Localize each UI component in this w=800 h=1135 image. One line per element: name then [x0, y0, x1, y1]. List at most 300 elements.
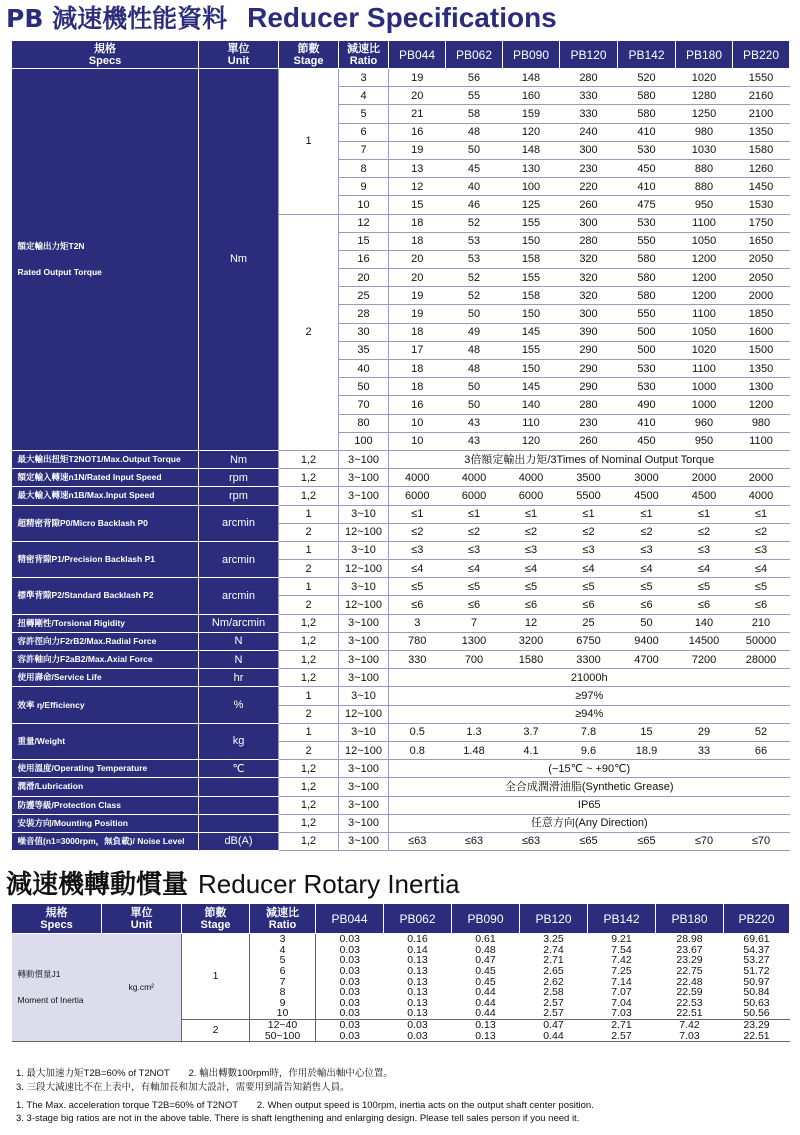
life-unit: hr: [199, 669, 279, 687]
value-cell: 1280: [676, 87, 733, 105]
backlash_micro-value: ≤1: [389, 505, 446, 523]
mounting-label: 安裝方向/Mounting Position: [12, 814, 199, 832]
radial-value: 14500: [676, 632, 733, 650]
rated_speed-value: 4000: [503, 469, 560, 487]
backlash_micro-value: ≤1: [676, 505, 733, 523]
weight-stage: 2: [279, 741, 339, 759]
weight-value: 52: [733, 723, 790, 741]
value-cell: 0.03: [316, 1008, 384, 1019]
value-cell: 53: [446, 250, 503, 268]
value-cell: 51.72: [743, 965, 770, 977]
ratio-cell: 80: [339, 414, 389, 432]
rigidity-stage: 1,2: [279, 614, 339, 632]
weight-value: 15: [618, 723, 676, 741]
ratio-cell: 7: [250, 976, 316, 987]
backlash_micro-value: ≤1: [446, 505, 503, 523]
spec-header-model: PB220: [733, 41, 790, 69]
ratio-cell: 40: [339, 360, 389, 378]
value-cell: 280: [560, 69, 618, 87]
value-cell: 2.57: [543, 997, 564, 1009]
value-cell: 950: [676, 432, 733, 450]
noise-unit: dB(A): [199, 832, 279, 850]
weight-label: 重量/Weight: [12, 723, 199, 759]
inertia-header-row: [12, 904, 790, 934]
radial-value: 3200: [503, 632, 560, 650]
value-cell: 145: [503, 378, 560, 396]
backlash_standard-stage: 1: [279, 578, 339, 596]
radial-value: 1300: [446, 632, 503, 650]
backlash_micro-value: ≤1: [618, 505, 676, 523]
max_speed-ratio: 3~100: [339, 487, 389, 505]
radial-ratio: 3~100: [339, 632, 389, 650]
inertia-header-model: PB142: [588, 904, 656, 934]
value-cell: 1650: [733, 232, 790, 250]
backlash_standard-value: ≤6: [733, 596, 790, 614]
inertia-label-zh: 轉動慣量J1: [17, 968, 61, 979]
noise-value: ≤65: [560, 832, 618, 850]
protection-value: IP65: [389, 796, 790, 814]
inertia-title-en: Reducer Rotary Inertia: [198, 869, 460, 899]
value-cell: 2.71: [611, 1019, 632, 1031]
protection-row: [12, 796, 790, 814]
value-cell: 0.13: [407, 976, 428, 987]
value-cell: 2.57: [588, 1030, 656, 1041]
value-cell: 0.13: [407, 965, 428, 977]
spec-header-row: [12, 41, 790, 69]
value-cell: 0.47: [543, 1019, 564, 1031]
spec-table: [11, 40, 790, 851]
rigidity-label: 扭轉剛性/Torsional Rigidity: [12, 614, 199, 632]
value-cell: 158: [503, 250, 560, 268]
inertia-stage-1: 1: [182, 934, 250, 1020]
torque-row: [12, 69, 790, 87]
value-cell: 46: [446, 196, 503, 214]
axial-value: 3300: [560, 651, 618, 669]
torque-label-gap: [18, 253, 199, 266]
value-cell: 22.75: [676, 965, 703, 977]
value-cell: 1000: [676, 378, 733, 396]
value-cell: 980: [733, 414, 790, 432]
weight-value: 1.3: [446, 723, 503, 741]
rigidity-value: 3: [389, 614, 446, 632]
backlash_precision-value: ≤3: [676, 541, 733, 559]
ratio-cell: 9: [339, 178, 389, 196]
value-cell: 530: [618, 360, 676, 378]
weight-value: 3.7: [503, 723, 560, 741]
backlash_precision-value: ≤4: [560, 560, 618, 578]
value-cell: 50.97: [743, 976, 770, 987]
lubrication-stage: 1,2: [279, 778, 339, 796]
backlash_standard-value: ≤5: [503, 578, 560, 596]
value-cell: 48: [446, 123, 503, 141]
header-stage-zh: 節數: [204, 906, 227, 919]
value-cell: 19: [389, 287, 446, 305]
value-cell: 52: [446, 269, 503, 287]
inertia-header-model: PB120: [520, 904, 588, 934]
weight-value: 0.8: [389, 741, 446, 759]
axial-value: 7200: [676, 651, 733, 669]
backlash_standard-stage: 2: [279, 596, 339, 614]
noise-value: ≤63: [446, 832, 503, 850]
max_speed-value: 6000: [446, 487, 503, 505]
spec-header-model: PB120: [560, 41, 618, 69]
rigidity-value: 140: [676, 614, 733, 632]
backlash_micro-stage: 2: [279, 523, 339, 541]
backlash_standard-unit: arcmin: [199, 578, 279, 614]
value-cell: 2050: [733, 269, 790, 287]
weight-value: 9.6: [560, 741, 618, 759]
value-cell: 52: [446, 214, 503, 232]
value-cell: 22.59: [676, 986, 703, 998]
value-cell: 530: [618, 214, 676, 232]
lubrication-row: [12, 778, 790, 796]
value-cell: 1450: [733, 178, 790, 196]
backlash_standard-value: ≤6: [446, 596, 503, 614]
value-cell: 0.44: [520, 1030, 588, 1041]
value-cell: 0.16: [407, 933, 428, 945]
inertia-stage-2: 2: [182, 1019, 250, 1041]
noise-stage: 1,2: [279, 832, 339, 850]
value-cell: 0.03: [407, 1019, 428, 1031]
value-cell: 22.53: [676, 997, 703, 1009]
value-cell: 0.44: [452, 1008, 520, 1019]
backlash_standard-value: ≤5: [733, 578, 790, 596]
value-cell: 53.27: [743, 955, 770, 966]
value-cell: 410: [618, 414, 676, 432]
value-cell: 17: [389, 341, 446, 359]
lubrication-ratio: 3~100: [339, 778, 389, 796]
spec-header-model: PB090: [503, 41, 560, 69]
value-cell: 1550: [733, 69, 790, 87]
backlash_micro-value: ≤1: [503, 505, 560, 523]
value-cell: 1100: [676, 305, 733, 323]
ratio-cell: 15: [339, 232, 389, 250]
value-cell: 0.44: [475, 986, 496, 998]
value-cell: 1020: [676, 341, 733, 359]
torque-label-en: Rated Output Torque: [17, 266, 102, 277]
noise-ratio: 3~100: [339, 832, 389, 850]
life-label: 使用壽命/Service Life: [12, 669, 199, 687]
value-cell: 125: [503, 196, 560, 214]
value-cell: 330: [560, 105, 618, 123]
backlash_standard-label: 標準背隙P2/Standard Backlash P2: [12, 578, 199, 614]
backlash_precision-value: ≤3: [560, 541, 618, 559]
radial-row: [12, 632, 790, 650]
value-cell: 960: [676, 414, 733, 432]
value-cell: 18: [389, 323, 446, 341]
mounting-value: 任意方向(Any Direction): [389, 814, 790, 832]
axial-label: 容許軸向力F2aB2/Max.Axial Force: [12, 651, 199, 669]
value-cell: 0.47: [475, 955, 496, 966]
value-cell: 1580: [733, 141, 790, 159]
backlash_standard-ratio: 12~100: [339, 596, 389, 614]
note-zh-2: 3. 三段大減速比不在上表中，有軸加長和加大設計，需要用到請告知銷售人員。: [16, 1082, 350, 1093]
backlash_standard-value: ≤6: [389, 596, 446, 614]
max_speed-value: 4500: [618, 487, 676, 505]
inertia-header-specs: [12, 904, 102, 934]
protection-label: 防護等級/Protection Class: [12, 796, 199, 814]
value-cell: 50.56: [724, 1008, 790, 1019]
mounting-stage: 1,2: [279, 814, 339, 832]
value-cell: 0.13: [475, 1019, 496, 1031]
efficiency-stage: 1: [279, 687, 339, 705]
spec-header-model: PB180: [676, 41, 733, 69]
value-cell: 2.74: [543, 944, 564, 956]
value-cell: 290: [560, 378, 618, 396]
lubrication-unit: [199, 778, 279, 796]
value-cell: 50: [446, 305, 503, 323]
value-cell: 150: [503, 360, 560, 378]
backlash_precision-unit: arcmin: [199, 541, 279, 577]
mounting-unit: [199, 814, 279, 832]
spec-header-model: PB142: [618, 41, 676, 69]
value-cell: 0.13: [407, 997, 428, 1009]
value-cell: 580: [618, 87, 676, 105]
inertia-title: [6, 866, 460, 902]
header-ratio-en: Ratio: [268, 918, 297, 931]
value-cell: 50: [446, 141, 503, 159]
value-cell: 1000: [676, 396, 733, 414]
value-cell: 50: [446, 396, 503, 414]
rigidity-value: 7: [446, 614, 503, 632]
value-cell: 0.03: [316, 1030, 384, 1041]
value-cell: 1530: [733, 196, 790, 214]
axial-value: 4700: [618, 651, 676, 669]
rated_speed-value: 4000: [446, 469, 503, 487]
value-cell: 148: [503, 141, 560, 159]
value-cell: 1020: [676, 69, 733, 87]
life-ratio: 3~100: [339, 669, 389, 687]
value-cell: 280: [560, 232, 618, 250]
backlash_precision-ratio: 12~100: [339, 560, 389, 578]
value-cell: 43: [446, 432, 503, 450]
temperature-stage: 1,2: [279, 760, 339, 778]
ratio-cell: 4: [339, 87, 389, 105]
value-cell: 520: [618, 69, 676, 87]
value-cell: 2.62: [543, 976, 564, 987]
weight-ratio: 3~10: [339, 723, 389, 741]
value-cell: 2100: [733, 105, 790, 123]
header-ratio-zh: 減速比: [347, 42, 380, 55]
value-cell: 100: [503, 178, 560, 196]
backlash_precision-value: ≤4: [733, 560, 790, 578]
value-cell: 160: [503, 87, 560, 105]
backlash_precision-value: ≤4: [446, 560, 503, 578]
inertia-header-model: PB220: [724, 904, 790, 934]
backlash_standard-value: ≤5: [618, 578, 676, 596]
temperature-label: 使用溫度/Operating Temperature: [12, 760, 199, 778]
value-cell: 19: [389, 69, 446, 87]
backlash_standard-value: ≤5: [676, 578, 733, 596]
value-cell: 1260: [733, 159, 790, 177]
header-unit-zh: 單位: [130, 906, 153, 919]
value-cell: 2.58: [543, 986, 564, 998]
rated_speed-value: 2000: [733, 469, 790, 487]
value-cell: 21: [389, 105, 446, 123]
backlash_precision-value: ≤3: [618, 541, 676, 559]
value-cell: 40: [446, 178, 503, 196]
value-cell: 500: [618, 323, 676, 341]
max_torque-value: 3倍額定輸出力矩/3Times of Nominal Output Torque: [389, 450, 790, 468]
value-cell: 1200: [676, 269, 733, 287]
value-cell: 7.03: [588, 1008, 656, 1019]
ratio-cell: 20: [339, 269, 389, 287]
spec-title-zh: PB 減速機性能資料: [6, 4, 228, 33]
value-cell: 290: [560, 360, 618, 378]
radial-value: 6750: [560, 632, 618, 650]
mounting-ratio: 3~100: [339, 814, 389, 832]
value-cell: 50: [446, 378, 503, 396]
value-cell: 530: [618, 378, 676, 396]
value-cell: 1050: [676, 323, 733, 341]
value-cell: 22.51: [656, 1008, 724, 1019]
backlash_precision-value: ≤4: [503, 560, 560, 578]
protection-ratio: 3~100: [339, 796, 389, 814]
value-cell: 20: [389, 250, 446, 268]
backlash_standard-value: ≤5: [389, 578, 446, 596]
value-cell: 120: [503, 123, 560, 141]
ratio-cell: 3: [250, 934, 316, 945]
backlash_standard-value: ≤5: [560, 578, 618, 596]
value-cell: 158: [503, 287, 560, 305]
noise-value: ≤63: [503, 832, 560, 850]
torque-unit: Nm: [199, 69, 279, 451]
ratio-cell: 12: [339, 214, 389, 232]
rated_speed-stage: 1,2: [279, 469, 339, 487]
efficiency-row: [12, 687, 790, 705]
max_speed-value: 5500: [560, 487, 618, 505]
backlash_precision-value: ≤3: [503, 541, 560, 559]
backlash_micro-value: ≤1: [560, 505, 618, 523]
backlash_micro-value: ≤2: [560, 523, 618, 541]
value-cell: 23.67: [676, 944, 703, 956]
header-ratio-zh: 減速比: [266, 906, 299, 919]
noise-row: [12, 832, 790, 850]
value-cell: 300: [560, 214, 618, 232]
axial-ratio: 3~100: [339, 651, 389, 669]
value-cell: 0.45: [475, 976, 496, 987]
lubrication-label: 潤滑/Lubrication: [12, 778, 199, 796]
backlash_micro-value: ≤2: [389, 523, 446, 541]
axial-unit: N: [199, 651, 279, 669]
header-stage-zh: 節數: [297, 42, 320, 55]
backlash_micro-label: 超精密背隙P0/Micro Backlash P0: [12, 505, 199, 541]
ratio-cell: 28: [339, 305, 389, 323]
temperature-ratio: 3~100: [339, 760, 389, 778]
max_torque-unit: Nm: [199, 450, 279, 468]
value-cell: 10: [389, 432, 446, 450]
value-cell: 260: [560, 196, 618, 214]
value-cell: 49: [446, 323, 503, 341]
rigidity-ratio: 3~100: [339, 614, 389, 632]
axial-value: 330: [389, 651, 446, 669]
value-cell: 48: [446, 360, 503, 378]
value-cell: 150: [503, 232, 560, 250]
life-row: [12, 669, 790, 687]
value-cell: 0.13: [384, 1008, 452, 1019]
value-cell: 0.03: [339, 955, 360, 966]
weight-row: [12, 723, 790, 741]
noise-value: ≤70: [676, 832, 733, 850]
value-cell: 390: [560, 323, 618, 341]
backlash_micro-stage: 1: [279, 505, 339, 523]
value-cell: 300: [560, 141, 618, 159]
value-cell: 58: [446, 105, 503, 123]
inertia-header-model: PB062: [384, 904, 452, 934]
value-cell: 0.13: [407, 986, 428, 998]
value-cell: 1850: [733, 305, 790, 323]
axial-row: [12, 651, 790, 669]
value-cell: 45: [446, 159, 503, 177]
ratio-cell: 6: [250, 966, 316, 977]
backlash_precision-value: ≤4: [676, 560, 733, 578]
backlash_standard-ratio: 3~10: [339, 578, 389, 596]
inertia-header-model: PB044: [316, 904, 384, 934]
value-cell: 880: [676, 159, 733, 177]
rigidity-value: 50: [618, 614, 676, 632]
note-en-1: 1. The Max. acceleration torque T2B=60% of T2NOT 2. When output speed is 100rpm, inertia acts on the output shaft center position.: [16, 1100, 594, 1111]
weight-value: 7.8: [560, 723, 618, 741]
weight-value: 1.48: [446, 741, 503, 759]
rated_speed-label: 額定輸入轉速n1N/Rated Input Speed: [12, 469, 199, 487]
value-cell: 18: [389, 360, 446, 378]
value-cell: 0.03: [339, 944, 360, 956]
radial-unit: N: [199, 632, 279, 650]
value-cell: 7.03: [656, 1030, 724, 1041]
value-cell: 43: [446, 414, 503, 432]
backlash_standard-row: [12, 578, 790, 596]
radial-value: 50000: [733, 632, 790, 650]
header-unit-en: Unit: [227, 54, 250, 67]
value-cell: 0.03: [339, 933, 360, 945]
spec-header-unit: [199, 41, 279, 69]
ratio-cell: 25: [339, 287, 389, 305]
value-cell: 550: [618, 232, 676, 250]
value-cell: 53: [446, 232, 503, 250]
value-cell: 7.54: [611, 944, 632, 956]
value-cell: 140: [503, 396, 560, 414]
value-cell: 980: [676, 123, 733, 141]
efficiency-ratio: 12~100: [339, 705, 389, 723]
ratio-cell: 30: [339, 323, 389, 341]
ratio-cell: 5: [339, 105, 389, 123]
value-cell: 18: [389, 378, 446, 396]
value-cell: 580: [618, 105, 676, 123]
value-cell: 10: [389, 414, 446, 432]
value-cell: 12: [389, 178, 446, 196]
value-cell: 1750: [733, 214, 790, 232]
value-cell: 145: [503, 323, 560, 341]
value-cell: 1600: [733, 323, 790, 341]
value-cell: 1100: [733, 432, 790, 450]
weight-value: 18.9: [618, 741, 676, 759]
backlash_precision-value: ≤4: [618, 560, 676, 578]
ratio-cell: 4: [250, 945, 316, 956]
max_speed-value: 6000: [389, 487, 446, 505]
value-cell: 530: [618, 141, 676, 159]
backlash_precision-row: [12, 541, 790, 559]
value-cell: 20: [389, 87, 446, 105]
protection-unit: [199, 796, 279, 814]
spec-title: [6, 0, 557, 36]
max_torque-stage: 1,2: [279, 450, 339, 468]
value-cell: 19: [389, 305, 446, 323]
header-specs-zh: 規格: [94, 42, 116, 55]
life-stage: 1,2: [279, 669, 339, 687]
value-cell: 120: [503, 432, 560, 450]
value-cell: 450: [618, 159, 676, 177]
value-cell: 55: [446, 87, 503, 105]
